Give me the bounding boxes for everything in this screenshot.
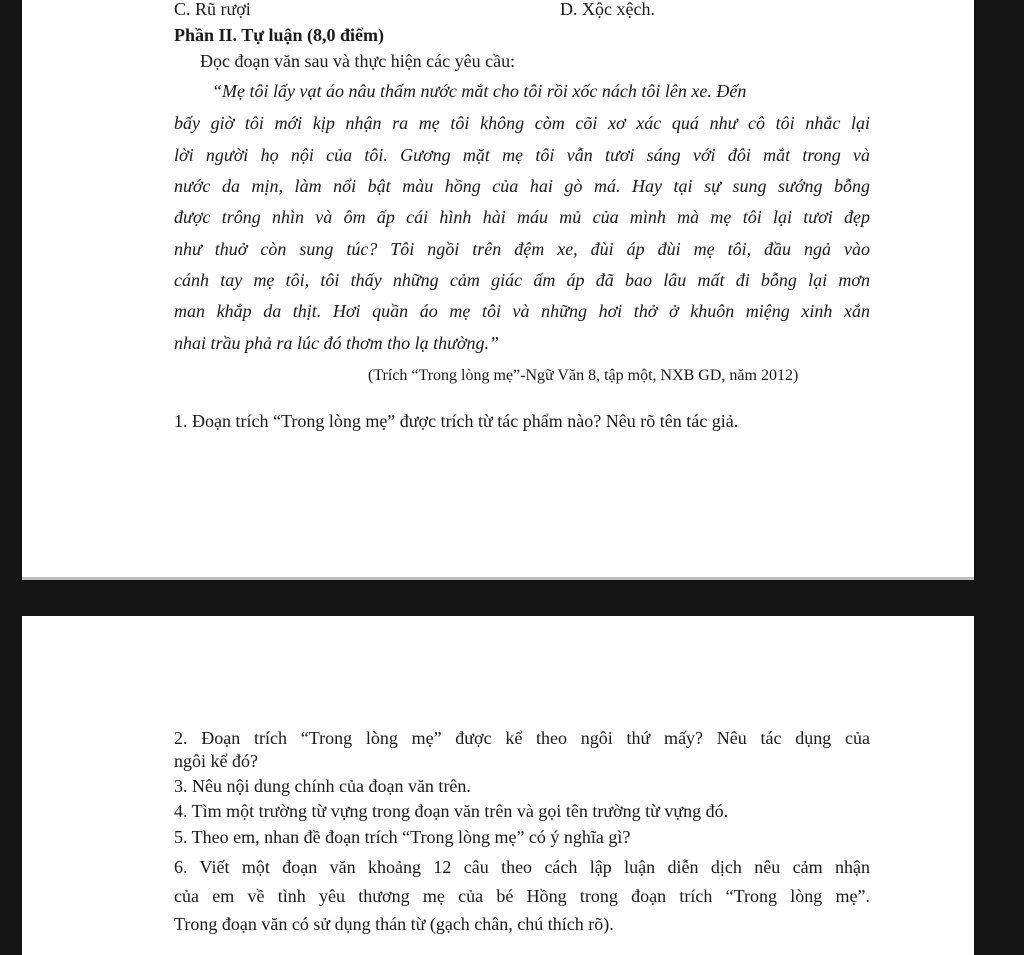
passage-line-5: được trông nhìn và ôm ấp cái hình hài máu mủ của mình mà mẹ tôi lại tươi đẹp <box>174 207 870 227</box>
section-heading: Phần II. Tự luận (8,0 điểm) <box>174 25 385 45</box>
question-4: 4. Tìm một trường từ vựng trong đoạn văn trên và gọi tên trường từ vựng đó. <box>174 801 729 821</box>
question-1: 1. Đoạn trích “Trong lòng mẹ” được trích từ tác phẩm nào? Nêu rõ tên tác giả. <box>174 411 739 431</box>
passage-line-2: bấy giờ tôi mới kịp nhận ra mẹ tôi không còm cõi xơ xác quá như cô tôi nhắc lại <box>174 113 870 133</box>
option-d: D. Xộc xệch. <box>560 0 655 19</box>
passage-line-6: như thuở còn sung túc? Tôi ngồi trên đệm xe, đùi áp đùi mẹ tôi, đầu ngả vào <box>174 239 870 259</box>
document-page-1 <box>22 0 974 577</box>
question-3: 3. Nêu nội dung chính của đoạn văn trên. <box>174 776 471 796</box>
passage-line-9: nhai trầu phả ra lúc đó thơm tho lạ thường.” <box>174 333 500 353</box>
passage-line-7: cánh tay mẹ tôi, tôi thấy những cảm giác ấm áp đã bao lâu mất đi bỗng lại mơn <box>174 270 870 290</box>
question-2-line-1: 2. Đoạn trích “Trong lòng mẹ” được kể theo ngôi thứ mấy? Nêu tác dụng của <box>174 728 870 748</box>
question-6-line-1: 6. Viết một đoạn văn khoảng 12 câu theo cách lập luận diễn dịch nêu cảm nhận <box>174 857 870 877</box>
passage-line-4: nước da mịn, làm nổi bật màu hồng của hai gò má. Hay tại sự sung sướng bỗng <box>174 176 870 196</box>
question-5: 5. Theo em, nhan đề đoạn trích “Trong lòng mẹ” có ý nghĩa gì? <box>174 827 631 847</box>
section-instruction: Đọc đoạn văn sau và thực hiện các yêu cầu: <box>200 51 516 71</box>
question-6-line-3: Trong đoạn văn có sử dụng thán từ (gạch chân, chú thích rõ). <box>174 914 614 934</box>
passage-line-3: lời người họ nội của tôi. Gương mặt mẹ tôi vẫn tươi sáng với đôi mắt trong và <box>174 145 870 165</box>
passage-citation: (Trích “Trong lòng mẹ”-Ngữ Văn 8, tập một, NXB GD, năm 2012) <box>368 367 799 384</box>
question-6-line-2: của em về tình yêu thương mẹ của bé Hồng trong đoạn trích “Trong lòng mẹ”. <box>174 886 870 906</box>
passage-line-8: man khắp da thịt. Hơi quần áo mẹ tôi và những hơi thở ở khuôn miệng xinh xắn <box>174 301 870 321</box>
question-2-line-2: ngôi kể đó? <box>174 751 258 771</box>
document-page-2 <box>22 616 974 955</box>
option-c: C. Rũ rượi <box>174 0 251 19</box>
passage-line-1: “Mẹ tôi lấy vạt áo nâu thấm nước mắt cho tôi rồi xốc nách tôi lên xe. Đến <box>212 81 747 101</box>
